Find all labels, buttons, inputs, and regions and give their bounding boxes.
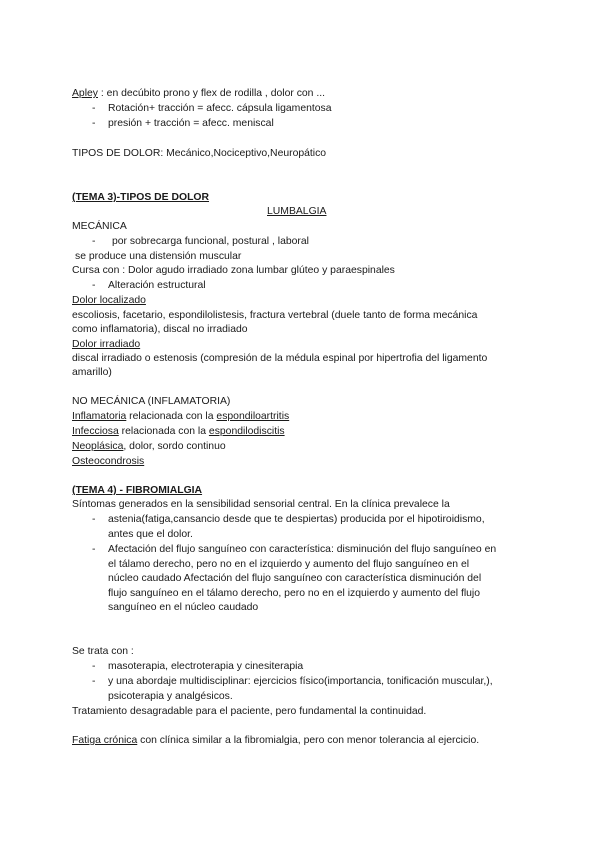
dolor-irradiado-heading: Dolor irradiado bbox=[72, 339, 141, 350]
cursa-line: Cursa con : Dolor agudo irradiado zona lumbar glúteo y paraespinales bbox=[72, 265, 395, 276]
apley-term: Apley bbox=[72, 88, 98, 99]
dash-marker: - bbox=[92, 280, 96, 291]
inflamatoria-mid: relacionada con la bbox=[126, 411, 217, 422]
infecciosa-mid: relacionada con la bbox=[118, 426, 209, 437]
dash-marker: - bbox=[92, 103, 96, 114]
mecanica-label: MECÁNICA bbox=[72, 221, 127, 232]
fibro-bullet-text: núcleo caudado Afectación del flujo sanguíneo con característica disminución del bbox=[108, 573, 482, 584]
dash-marker: - bbox=[92, 514, 96, 525]
mecanica-item: Alteración estructural bbox=[108, 280, 206, 291]
treatment-item: masoterapia, electroterapia y cinesiterapia bbox=[108, 661, 304, 672]
infecciosa-term: Infecciosa bbox=[72, 426, 119, 437]
apley-item: Rotación+ tracción = afecc. cápsula ligamentosa bbox=[108, 103, 332, 114]
neoplasica-term: Neoplásica bbox=[72, 441, 124, 452]
inflamatoria-term: Inflamatoria bbox=[72, 411, 127, 422]
fibro-bullet-text: Afectación del flujo sanguíneo con característica: disminución del flujo sanguíneo en bbox=[108, 544, 497, 555]
tema3-heading: (TEMA 3)-TIPOS DE DOLOR bbox=[72, 192, 210, 203]
fatiga-term: Fatiga crónica bbox=[72, 735, 138, 746]
dolor-localizado-heading: Dolor localizado bbox=[72, 295, 146, 306]
no-mecanica-label: NO MECÁNICA (INFLAMATORIA) bbox=[72, 396, 231, 407]
dash-marker: - bbox=[92, 544, 96, 555]
distension-line: se produce una distensión muscular bbox=[75, 251, 242, 262]
treatment-item: y una abordaje multidisciplinar: ejercicios físico(importancia, tonificación muscular,), bbox=[108, 676, 493, 687]
dash-marker: - bbox=[92, 236, 96, 247]
neoplasica-line bbox=[72, 439, 226, 454]
lumbalgia-title: LUMBALGIA bbox=[267, 206, 327, 217]
treatment-item: psicoterapia y analgésicos. bbox=[108, 691, 233, 702]
fibromialgia-intro: Síntomas generados en la sensibilidad sensorial central. En la clínica prevalece la bbox=[72, 499, 450, 510]
localizado-text: como inflamatoria), discal no irradiado bbox=[72, 324, 248, 335]
tipos-dolor-line: TIPOS DE DOLOR: Mecánico,Nociceptivo,Neuropático bbox=[72, 148, 327, 159]
tratamiento-line: Tratamiento desagradable para el paciente, pero fundamental la continuidad. bbox=[72, 706, 427, 717]
espondiloartritis-term: espondiloartritis bbox=[216, 411, 290, 422]
dash-marker: - bbox=[92, 661, 96, 672]
apley-item: presión + tracción = afecc. meniscal bbox=[108, 118, 274, 129]
dash-marker: - bbox=[92, 118, 96, 129]
mecanica-item: por sobrecarga funcional, postural , laboral bbox=[112, 236, 309, 247]
fibro-bullet-text: flujo sanguíneo en el tálamo derecho, pero no en el izquierdo y aumento del flujo bbox=[108, 588, 481, 599]
apley-line bbox=[72, 86, 325, 101]
osteocondrosis-term: Osteocondrosis bbox=[72, 456, 145, 467]
infecciosa-line bbox=[72, 424, 285, 439]
fibro-bullet-text: el tálamo derecho, pero no en el izquierdo y aumento del flujo sanguíneo en el bbox=[108, 559, 470, 570]
fibro-bullet-text: sanguíneo en el núcleo caudado bbox=[108, 602, 259, 613]
fibro-bullet-text: antes que el dolor. bbox=[108, 529, 193, 540]
irradiado-text: discal irradiado o estenosis (compresión de la médula espinal por hipertrofia del ligamento bbox=[72, 353, 488, 364]
localizado-text: escoliosis, facetario, espondilolistesis, fractura vertebral (duele tanto de forma mecánica bbox=[72, 310, 478, 321]
fibro-bullet-text: astenia(fatiga,cansancio desde que te despiertas) producida por el hipotiroidismo, bbox=[108, 514, 485, 525]
inflamatoria-line bbox=[72, 409, 289, 424]
tema4-heading: (TEMA 4) - FIBROMIALGIA bbox=[72, 485, 203, 496]
irradiado-text: amarillo) bbox=[72, 367, 112, 378]
neoplasica-rest: , dolor, sordo continuo bbox=[123, 441, 226, 452]
se-trata-label: Se trata con : bbox=[72, 646, 134, 657]
fatiga-line bbox=[72, 733, 479, 748]
apley-desc: : en decúbito prono y flex de rodilla , dolor con ... bbox=[98, 88, 325, 99]
fatiga-rest: con clínica similar a la fibromialgia, pero con menor tolerancia al ejercicio. bbox=[137, 735, 480, 746]
dash-marker: - bbox=[92, 676, 96, 687]
espondilodiscitis-term: espondilodiscitis bbox=[208, 426, 285, 437]
